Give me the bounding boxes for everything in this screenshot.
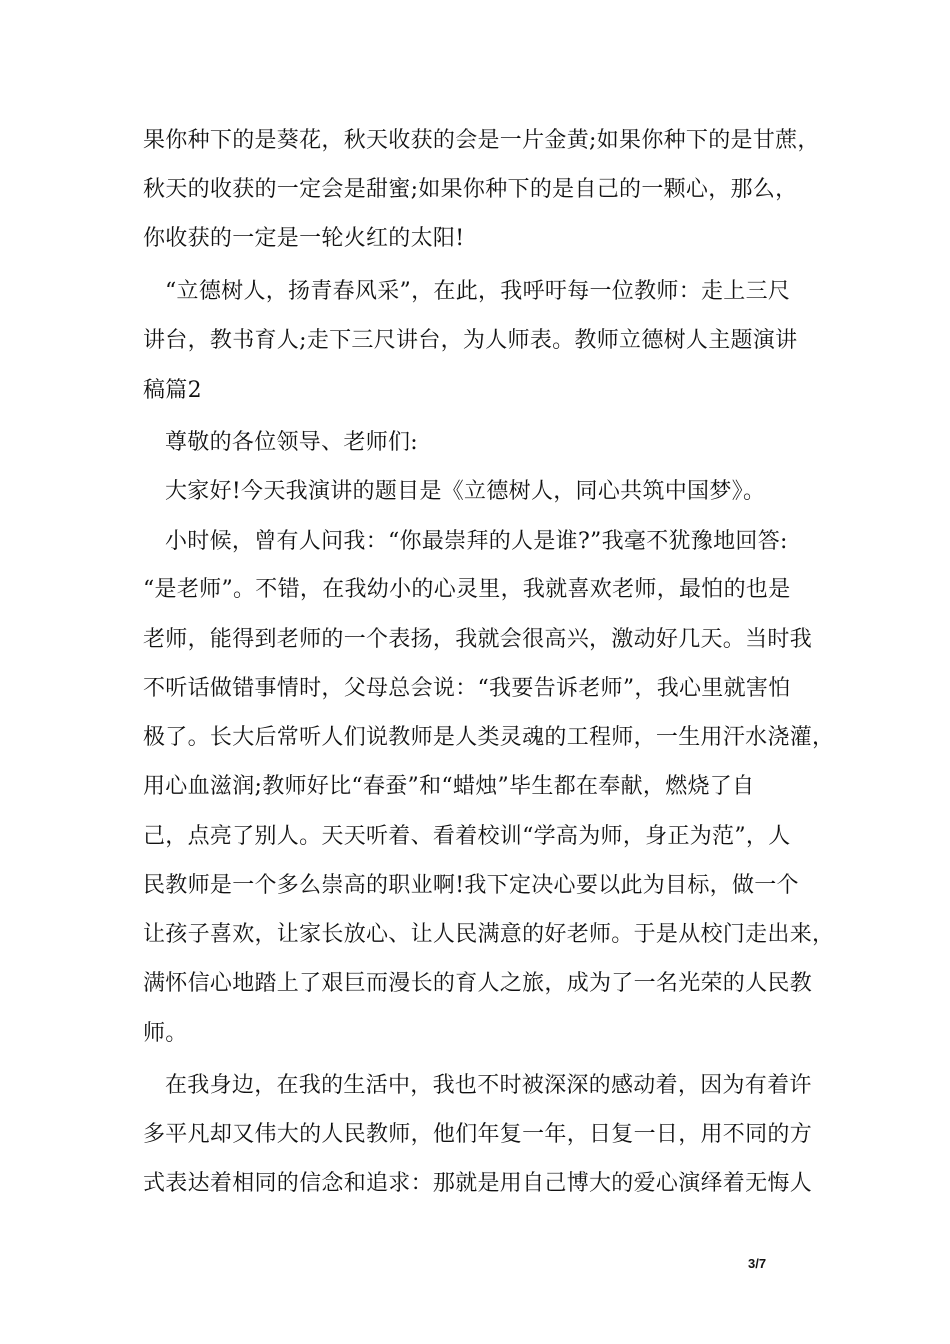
text-line: 己，点亮了别人。天天听着、看着校训“学高为师，身正为范”，人	[143, 824, 791, 849]
text-line: 你收获的一定是一轮火红的太阳!	[143, 226, 465, 251]
text-line: 稿篇2	[143, 378, 202, 403]
text-line: 极了。长大后常听人们说教师是人类灵魂的工程师，一生用汗水浇灌，	[143, 725, 835, 750]
greeting-line: 大家好!今天我演讲的题目是《立德树人，同心共筑中国梦》。	[165, 479, 766, 504]
text-line: 果你种下的是葵花，秋天收获的会是一片金黄;如果你种下的是甘蔗，	[143, 128, 820, 153]
text-line: 式表达着相同的信念和追求：那就是用自己博大的爱心演绎着无悔人	[143, 1171, 813, 1196]
text-line: 不听话做错事情时，父母总会说：“我要告诉老师”，我心里就害怕	[143, 676, 791, 701]
text-line: 用心血滋润;教师好比“春蚕”和“蜡烛”毕生都在奉献，燃烧了自	[143, 774, 755, 799]
text-line: 秋天的收获的一定会是甜蜜;如果你种下的是自己的一颗心，那么，	[143, 177, 798, 202]
text-line: 老师，能得到老师的一个表扬，我就会很高兴，激动好几天。当时我	[143, 627, 813, 652]
text-line: “是老师”。不错，在我幼小的心灵里，我就喜欢老师，最怕的也是	[143, 577, 791, 602]
text-line: 在我身边，在我的生活中，我也不时被深深的感动着，因为有着许	[165, 1073, 812, 1098]
text-line: 民教师是一个多么崇高的职业啊!我下定决心要以此为目标，做一个	[143, 873, 799, 898]
text-line: 讲台，教书育人;走下三尺讲台，为人师表。教师立德树人主题演讲	[143, 328, 798, 353]
text-line: “立德树人，扬青春风采”，在此，我呼吁每一位教师：走上三尺	[165, 279, 791, 304]
text-line: 师。	[143, 1021, 188, 1046]
text-line: 多平凡却又伟大的人民教师，他们年复一年，日复一日，用不同的方	[143, 1122, 813, 1147]
text-line: 让孩子喜欢，让家长放心、让人民满意的好老师。于是从校门走出来，	[143, 922, 835, 947]
page-number: 3/7	[748, 1256, 767, 1271]
text-line: 满怀信心地踏上了艰巨而漫长的育人之旅，成为了一名光荣的人民教	[143, 971, 813, 996]
salutation: 尊敬的各位领导、老师们:	[165, 430, 419, 455]
text-line: 小时候，曾有人问我：“你最崇拜的人是谁?”我毫不犹豫地回答:	[165, 529, 788, 554]
